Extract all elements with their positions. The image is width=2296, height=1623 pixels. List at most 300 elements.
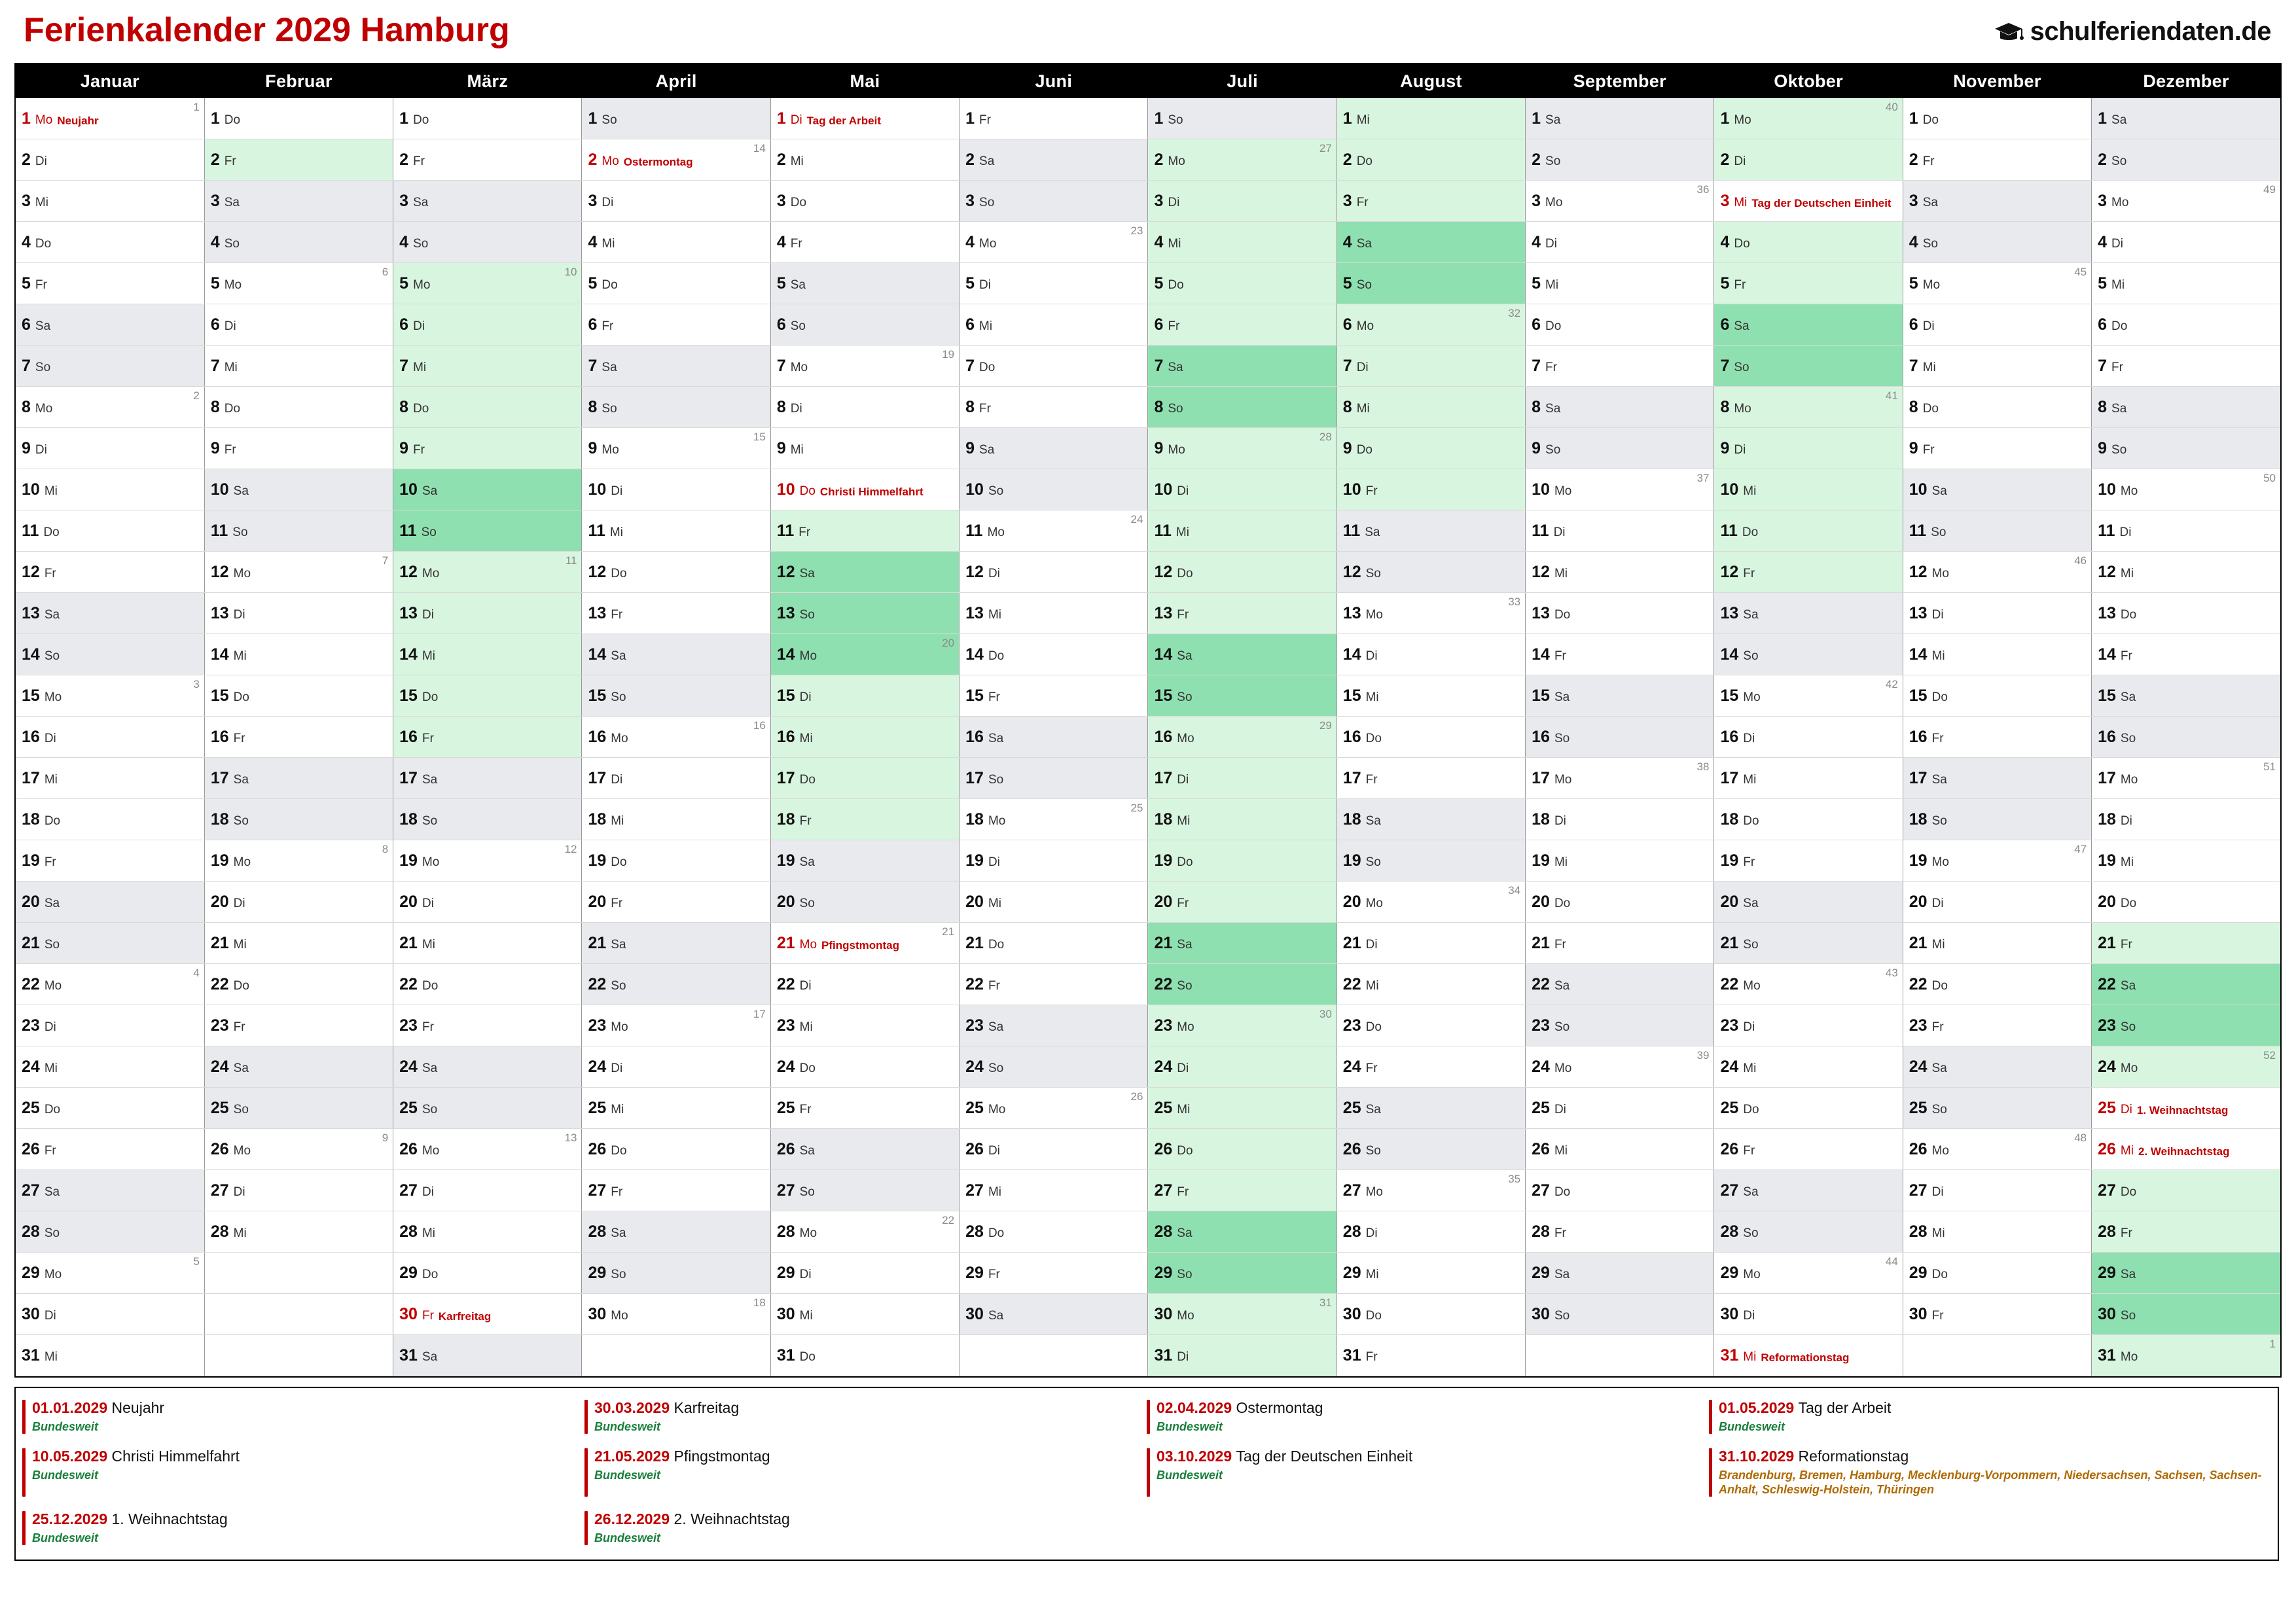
day-number: 10	[1720, 480, 1739, 499]
day-number: 24	[22, 1057, 40, 1076]
day-weekday: Mi	[601, 236, 615, 251]
month-header-april: April	[582, 64, 770, 98]
day-number: 13	[1720, 603, 1739, 622]
day-cell	[582, 923, 770, 964]
day-number: 15	[210, 686, 229, 705]
legend-scope: Bundesweit	[32, 1420, 99, 1433]
day-weekday: So	[233, 1102, 249, 1116]
day-cell	[770, 1170, 959, 1211]
day-number: 6	[1342, 315, 1352, 334]
day-cell	[960, 469, 1148, 510]
day-number: 15	[22, 686, 40, 705]
day-cell	[16, 1294, 204, 1335]
day-weekday: Mo	[979, 236, 997, 251]
day-weekday: Di	[44, 1020, 56, 1034]
day-number: 8	[399, 397, 409, 416]
day-weekday: Fr	[988, 978, 1000, 993]
day-cell	[393, 1253, 582, 1294]
day-cell	[582, 1170, 770, 1211]
day-number: 24	[1154, 1057, 1173, 1076]
day-cell	[1148, 304, 1336, 346]
day-number: 12	[588, 562, 607, 581]
day-weekday: Mo	[1554, 772, 1572, 787]
day-weekday: Di	[1554, 813, 1566, 828]
day-weekday: So	[233, 813, 249, 828]
day-number: 22	[1342, 974, 1361, 993]
legend-date: 31.10.2029	[1719, 1448, 1799, 1465]
day-weekday: Mi	[1743, 1349, 1757, 1364]
day-weekday: Di	[1168, 195, 1180, 209]
day-weekday: Mo	[44, 690, 62, 704]
day-cell	[204, 552, 393, 593]
day-weekday: Do	[422, 690, 439, 704]
day-cell	[393, 1170, 582, 1211]
day-number: 11	[1909, 521, 1927, 540]
day-cell	[1148, 510, 1336, 552]
day-weekday: Sa	[1743, 607, 1759, 622]
legend-accent-bar	[1709, 1400, 1712, 1434]
day-number: 6	[965, 315, 975, 334]
day-cell	[1714, 882, 1903, 923]
day-weekday: Sa	[233, 1061, 249, 1075]
day-number: 4	[1154, 232, 1164, 251]
day-cell	[1148, 222, 1336, 263]
day-weekday: Fr	[1177, 1185, 1189, 1199]
day-weekday: Di	[1734, 154, 1746, 168]
day-number: 8	[965, 397, 975, 416]
day-number: 26	[965, 1139, 984, 1158]
day-number: 25	[965, 1098, 984, 1117]
day-weekday: So	[611, 1267, 626, 1281]
day-number: 29	[1532, 1263, 1550, 1282]
site-brand[interactable]	[1994, 17, 2271, 46]
day-number: 31	[1720, 1346, 1739, 1364]
day-number: 27	[1532, 1181, 1550, 1200]
legend-row	[22, 1442, 2271, 1505]
day-weekday: Fr	[35, 277, 47, 292]
day-cell	[770, 469, 959, 510]
week-number: 3	[193, 678, 200, 690]
legend-scope: Bundesweit	[594, 1531, 661, 1544]
day-weekday: Sa	[799, 566, 815, 580]
calendar-row	[16, 882, 2280, 923]
day-number: 30	[2098, 1304, 2116, 1323]
day-number: 2	[210, 150, 220, 169]
day-number: 14	[776, 645, 795, 664]
week-number: 13	[564, 1132, 577, 1144]
day-number: 2	[1720, 150, 1730, 169]
day-weekday: Di	[1177, 484, 1189, 498]
day-number: 27	[2098, 1181, 2116, 1200]
day-weekday: Mi	[790, 442, 804, 457]
day-weekday: Sa	[988, 1020, 1004, 1034]
day-number: 7	[22, 356, 31, 375]
day-number: 9	[399, 438, 409, 457]
day-number: 23	[1720, 1016, 1739, 1035]
day-weekday: Di	[611, 1061, 623, 1075]
day-number: 6	[1909, 315, 1918, 334]
day-weekday: Sa	[2120, 690, 2136, 704]
day-number: 2	[1342, 150, 1352, 169]
day-weekday: Mo	[611, 731, 628, 745]
day-cell	[1714, 964, 1903, 1005]
day-cell	[960, 799, 1148, 840]
day-weekday: Di	[611, 484, 623, 498]
day-number: 12	[399, 562, 418, 581]
day-weekday: Di	[1554, 1102, 1566, 1116]
day-number: 3	[22, 191, 31, 210]
day-number: 28	[2098, 1222, 2116, 1241]
day-number: 24	[1342, 1057, 1361, 1076]
day-weekday: So	[1931, 525, 1946, 539]
day-cell	[16, 98, 204, 139]
day-number: 27	[1720, 1181, 1739, 1200]
day-weekday: Mi	[988, 607, 1002, 622]
day-number: 19	[399, 851, 418, 870]
day-cell	[16, 923, 204, 964]
legend-title	[32, 1511, 228, 1527]
day-weekday: Fr	[2120, 649, 2132, 663]
day-number: 1	[399, 109, 409, 128]
day-cell	[16, 510, 204, 552]
day-cell	[393, 304, 582, 346]
day-cell	[1714, 181, 1903, 222]
day-cell	[1714, 593, 1903, 634]
day-number: 8	[1154, 397, 1164, 416]
day-number: 10	[1154, 480, 1173, 499]
day-cell	[1903, 1211, 2091, 1253]
day-cell	[393, 346, 582, 387]
day-weekday: Mo	[1734, 401, 1751, 416]
day-weekday: Do	[799, 772, 816, 787]
calendar-row	[16, 717, 2280, 758]
day-weekday: Mi	[1554, 1143, 1568, 1158]
calendar-row	[16, 1046, 2280, 1088]
week-number: 50	[2263, 472, 2276, 484]
day-cell	[582, 552, 770, 593]
week-number: 11	[565, 554, 577, 567]
day-weekday: Sa	[233, 484, 249, 498]
day-weekday: Mo	[1931, 1143, 1949, 1158]
legend-item	[22, 1442, 584, 1505]
day-cell	[1336, 1211, 1525, 1253]
day-cell	[770, 840, 959, 882]
day-weekday: Fr	[233, 1020, 245, 1034]
day-weekday: Sa	[224, 195, 240, 209]
day-cell	[1336, 510, 1525, 552]
day-cell	[582, 634, 770, 675]
day-weekday: Do	[790, 195, 807, 209]
day-cell	[1526, 181, 1714, 222]
day-number: 16	[1342, 727, 1361, 746]
day-number: 22	[965, 974, 984, 993]
day-weekday: Do	[44, 813, 61, 828]
day-weekday: Do	[1743, 813, 1759, 828]
day-number: 10	[1342, 480, 1361, 499]
day-cell	[582, 799, 770, 840]
week-number: 39	[1696, 1049, 1710, 1061]
day-weekday: Fr	[422, 1308, 434, 1323]
day-weekday: Di	[790, 113, 802, 127]
day-cell	[16, 304, 204, 346]
day-cell	[1148, 840, 1336, 882]
day-weekday: Mi	[1177, 813, 1191, 828]
day-cell	[1148, 346, 1336, 387]
day-cell	[1526, 593, 1714, 634]
day-weekday: So	[1356, 277, 1372, 292]
day-number: 24	[210, 1057, 229, 1076]
day-cell	[582, 1253, 770, 1294]
day-weekday: Sa	[1545, 401, 1561, 416]
day-weekday: Mo	[799, 649, 817, 663]
day-weekday: Mo	[233, 566, 251, 580]
day-number: 1	[1154, 109, 1164, 128]
day-number: 15	[1720, 686, 1739, 705]
day-cell	[582, 98, 770, 139]
day-weekday: Mi	[988, 1185, 1002, 1199]
day-cell	[204, 139, 393, 181]
week-number: 41	[1885, 389, 1898, 402]
day-weekday: Mi	[2111, 277, 2125, 292]
day-weekday: Mo	[1743, 978, 1761, 993]
public-holiday-label: Christi Himmelfahrt	[819, 485, 924, 498]
week-number: 1	[193, 101, 200, 113]
day-weekday: Do	[44, 1102, 61, 1116]
day-number: 22	[22, 974, 40, 993]
day-weekday: Fr	[44, 1143, 56, 1158]
day-cell	[393, 139, 582, 181]
day-weekday: Mi	[1365, 1267, 1379, 1281]
day-weekday: Sa	[611, 937, 626, 952]
day-weekday: Di	[601, 195, 614, 209]
day-number: 6	[588, 315, 598, 334]
day-number: 21	[1720, 933, 1739, 952]
day-cell	[770, 263, 959, 304]
day-weekday: Sa	[35, 319, 51, 333]
day-cell	[1336, 98, 1525, 139]
day-weekday: Di	[1922, 319, 1935, 333]
day-cell	[1714, 139, 1903, 181]
day-cell	[2092, 882, 2280, 923]
day-cell	[2092, 964, 2280, 1005]
day-number: 16	[22, 727, 40, 746]
day-weekday: Do	[2120, 607, 2137, 622]
day-number: 17	[776, 768, 795, 787]
day-weekday: Mo	[1177, 1308, 1194, 1323]
week-number: 17	[753, 1008, 766, 1020]
week-number: 18	[753, 1296, 766, 1309]
day-weekday: Mo	[790, 360, 808, 374]
day-cell	[204, 675, 393, 717]
day-number: 7	[588, 356, 598, 375]
public-holiday-label: 2. Weihnachtstag	[2138, 1145, 2230, 1158]
day-weekday: Do	[224, 401, 241, 416]
day-weekday: Fr	[798, 525, 811, 539]
day-number: 13	[1532, 603, 1550, 622]
day-cell	[393, 469, 582, 510]
day-cell	[1336, 634, 1525, 675]
day-cell	[582, 964, 770, 1005]
day-cell	[2092, 1129, 2280, 1170]
day-cell	[1714, 304, 1903, 346]
legend-row	[22, 1393, 2271, 1442]
day-cell	[960, 98, 1148, 139]
day-number: 16	[965, 727, 984, 746]
day-weekday: So	[2111, 442, 2127, 457]
legend-accent-bar	[1147, 1511, 1150, 1545]
day-cell	[393, 181, 582, 222]
week-number: 32	[1508, 307, 1521, 319]
day-weekday: Do	[611, 1143, 627, 1158]
day-weekday: Di	[422, 896, 434, 910]
day-cell	[1526, 1211, 1714, 1253]
day-weekday: Do	[1177, 566, 1193, 580]
day-weekday: Sa	[799, 1143, 815, 1158]
day-number: 5	[210, 274, 220, 293]
day-cell	[1336, 717, 1525, 758]
day-weekday: Mi	[799, 1020, 813, 1034]
day-cell	[960, 510, 1148, 552]
day-number: 21	[776, 933, 795, 952]
day-cell	[1336, 387, 1525, 428]
day-number: 18	[588, 810, 607, 829]
day-weekday: Fr	[2111, 360, 2123, 374]
day-cell	[2092, 1005, 2280, 1046]
day-number: 12	[776, 562, 795, 581]
day-number: 6	[1532, 315, 1541, 334]
day-number: 26	[1909, 1139, 1928, 1158]
day-number: 8	[22, 397, 31, 416]
week-number: 14	[753, 142, 766, 154]
day-cell	[770, 717, 959, 758]
day-weekday: Fr	[611, 607, 623, 622]
day-weekday: Sa	[1931, 1061, 1947, 1075]
day-cell	[1148, 1170, 1336, 1211]
day-weekday: Fr	[1743, 566, 1755, 580]
day-cell	[582, 593, 770, 634]
day-cell	[1903, 758, 2091, 799]
day-cell	[960, 1088, 1148, 1129]
calendar-row	[16, 840, 2280, 882]
day-cell	[960, 840, 1148, 882]
day-weekday: Di	[988, 855, 1000, 869]
day-weekday: Mi	[1545, 277, 1559, 292]
day-weekday: So	[1931, 1102, 1947, 1116]
day-cell	[1336, 882, 1525, 923]
day-weekday: Di	[413, 319, 425, 333]
day-weekday: So	[790, 319, 806, 333]
week-number: 5	[193, 1255, 200, 1268]
day-cell	[1903, 923, 2091, 964]
day-cell	[1526, 510, 1714, 552]
week-number: 15	[753, 431, 766, 443]
day-weekday: Mi	[1177, 1102, 1191, 1116]
day-number: 25	[1720, 1098, 1739, 1117]
day-number: 31	[1342, 1346, 1361, 1364]
day-weekday: Mo	[1734, 113, 1751, 127]
calendar-grid	[16, 64, 2280, 1376]
day-weekday: Do	[1743, 1102, 1759, 1116]
day-weekday: Do	[1545, 319, 1562, 333]
day-weekday: So	[1168, 113, 1183, 127]
month-header-august: August	[1336, 64, 1525, 98]
day-cell	[16, 552, 204, 593]
day-weekday: So	[1734, 360, 1749, 374]
day-number: 13	[1909, 603, 1928, 622]
legend-scope: Bundesweit	[1157, 1469, 1223, 1482]
day-cell	[770, 552, 959, 593]
day-cell	[2092, 469, 2280, 510]
week-number: 46	[2074, 554, 2087, 567]
day-number: 30	[588, 1304, 607, 1323]
day-cell	[1903, 593, 2091, 634]
day-number: 6	[1154, 315, 1164, 334]
day-number: 28	[1154, 1222, 1173, 1241]
day-cell	[960, 263, 1148, 304]
day-number: 21	[22, 933, 40, 952]
day-weekday: Do	[1742, 525, 1759, 539]
day-number: 5	[965, 274, 975, 293]
week-number: 51	[2263, 760, 2276, 773]
day-cell	[960, 181, 1148, 222]
day-weekday: Mo	[1545, 195, 1563, 209]
day-number: 9	[1532, 438, 1541, 457]
calendar-row	[16, 593, 2280, 634]
month-header-dezember: Dezember	[2092, 64, 2280, 98]
day-cell	[16, 1088, 204, 1129]
day-number: 25	[1532, 1098, 1550, 1117]
day-cell	[1714, 758, 1903, 799]
day-number: 16	[1532, 727, 1550, 746]
day-weekday: Mo	[44, 978, 62, 993]
day-number: 26	[1154, 1139, 1173, 1158]
day-number: 21	[1154, 933, 1173, 952]
day-number: 20	[1532, 892, 1550, 911]
week-number: 26	[1130, 1090, 1143, 1103]
day-number: 10	[965, 480, 984, 499]
legend-name: 2. Weihnachtstag	[673, 1510, 790, 1527]
week-number: 43	[1885, 967, 1898, 979]
day-weekday: Sa	[44, 607, 60, 622]
day-weekday: Di	[1177, 1349, 1189, 1364]
day-weekday: Do	[1931, 978, 1948, 993]
day-number: 10	[1532, 480, 1550, 499]
day-number: 2	[1909, 150, 1918, 169]
day-number: 18	[776, 810, 795, 829]
day-number: 13	[1154, 603, 1173, 622]
day-weekday: Do	[611, 566, 627, 580]
day-number: 11	[588, 521, 605, 540]
day-number: 28	[965, 1222, 984, 1241]
day-cell	[204, 758, 393, 799]
day-cell	[1714, 1046, 1903, 1088]
day-weekday: Fr	[1734, 277, 1746, 292]
day-cell	[770, 139, 959, 181]
day-number: 4	[2098, 232, 2108, 251]
day-cell	[960, 1129, 1148, 1170]
day-cell	[2092, 758, 2280, 799]
legend-date: 03.10.2029	[1157, 1448, 1236, 1465]
day-weekday: Di	[790, 401, 802, 416]
day-number: 25	[399, 1098, 418, 1117]
day-weekday: So	[224, 236, 240, 251]
day-cell	[204, 263, 393, 304]
day-cell	[1148, 593, 1336, 634]
day-weekday: Do	[1734, 236, 1750, 251]
public-holiday-label: Pfingstmontag	[821, 938, 900, 952]
day-weekday: Mi	[422, 649, 436, 663]
legend-name: Neujahr	[111, 1399, 165, 1416]
